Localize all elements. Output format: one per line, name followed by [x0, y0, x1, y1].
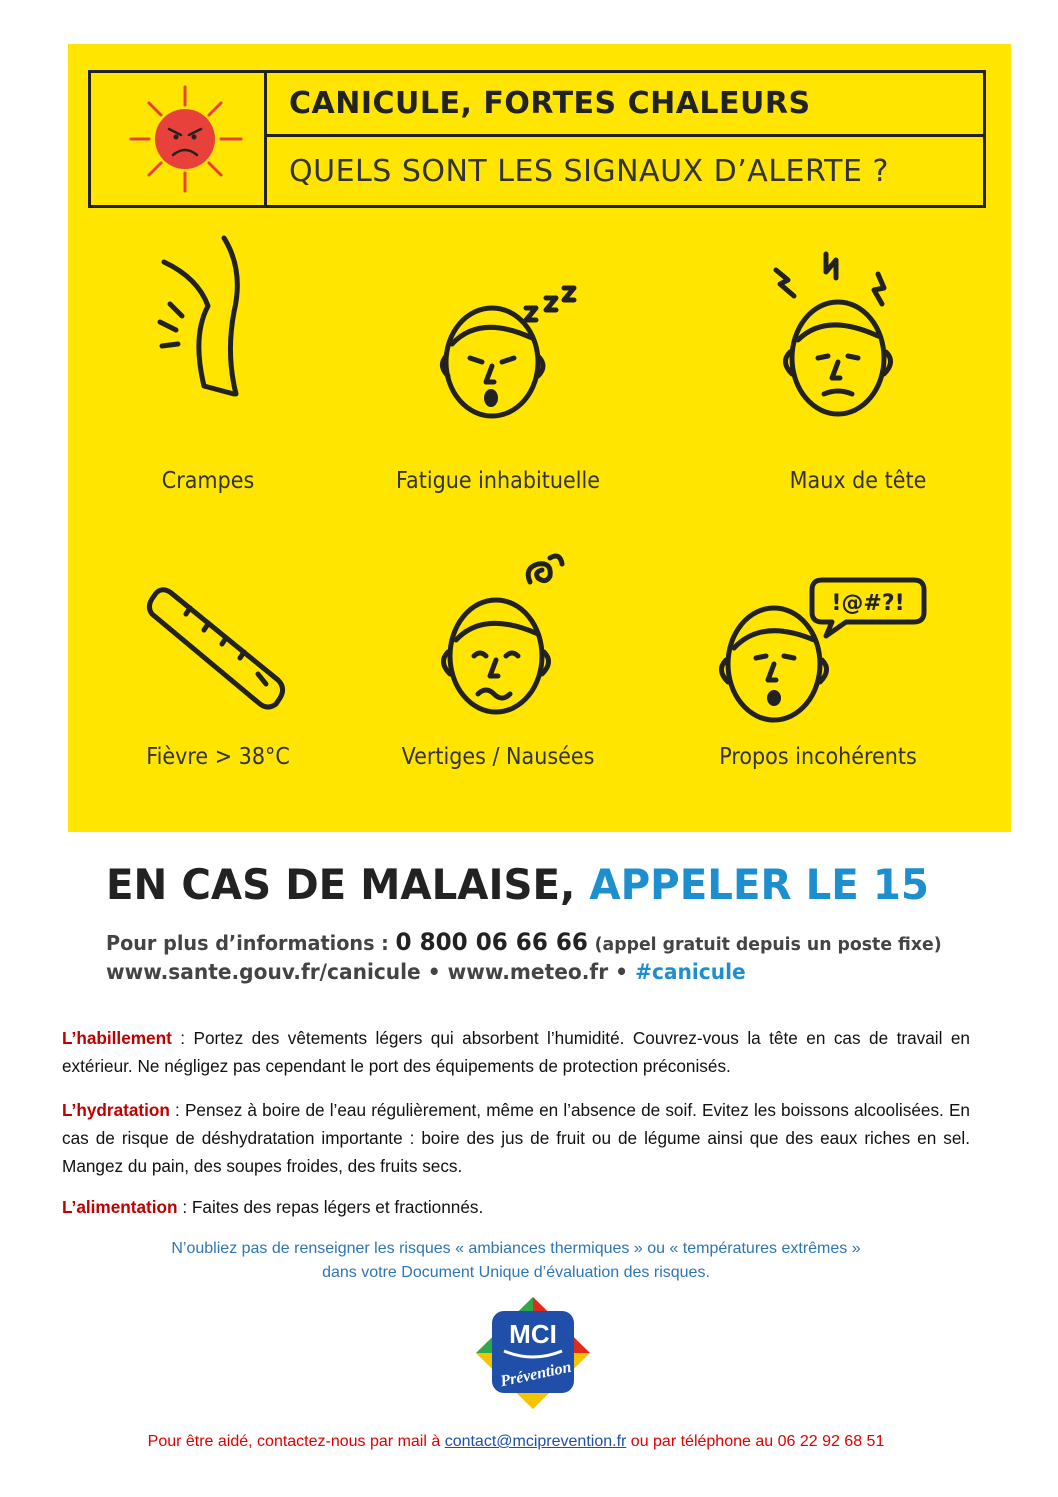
sun-cell: [91, 73, 267, 205]
speech-bubble-text: !@#?!: [831, 591, 905, 616]
info-line: [106, 928, 942, 956]
logo-text-bottom: Prévention: [498, 1358, 573, 1391]
contact-footer: [0, 1433, 1032, 1451]
advice-keyword: L’habillement: [62, 1028, 172, 1048]
info-phone: 0 800 06 66 66: [395, 928, 588, 956]
emergency-call-banner: [106, 860, 929, 909]
call-number-text: APPELER LE 15: [589, 860, 929, 909]
advice-keyword: L’hydratation: [62, 1100, 170, 1120]
document-unique-note: [62, 1237, 970, 1285]
symptom-label-incoherent: Propos incohérents: [719, 744, 917, 770]
advice-hydration: [62, 1096, 970, 1180]
poster-title-row: [267, 73, 983, 137]
contact-email-link[interactable]: contact@mciprevention.fr: [444, 1433, 627, 1450]
symptom-label-fatigue: Fatigue inhabituelle: [396, 468, 600, 494]
web-links-line: [106, 960, 746, 984]
canicule-poster: [68, 44, 1011, 832]
sleepy-face-icon: [436, 280, 596, 420]
advice-text: : Portez des vêtements légers qui absorbent l’humidité. Couvrez-vous la tête en cas de travail en extérieur. Ne négligez pas cependant le port des équipements de protection préconisés.: [62, 1028, 970, 1076]
symptom-label-headache: Maux de tête: [789, 468, 927, 494]
poster-header: [88, 70, 986, 208]
symptom-label-cramps: Crampes: [161, 468, 255, 494]
speech-bubble-face-icon: [718, 576, 928, 726]
call-main-text: EN CAS DE MALAISE,: [106, 860, 576, 909]
note-line-1: N’oubliez pas de renseigner les risques « ambiances thermiques » ou « températures extrêmes »: [171, 1240, 861, 1257]
hashtag-text: #canicule: [635, 960, 746, 984]
dizzy-face-icon: [434, 548, 574, 718]
info-suffix: (appel gratuit depuis un poste fixe): [594, 934, 942, 955]
logo-text-top: MCI: [509, 1319, 557, 1349]
advice-clothing: [62, 1024, 970, 1080]
advice-text: : Faites des repas légers et fractionnés.: [177, 1197, 484, 1217]
info-prefix: Pour plus d’informations :: [106, 931, 389, 955]
symptom-label-fever: Fièvre > 38°C: [146, 744, 290, 770]
poster-title: CANICULE, FORTES CHALEURS: [289, 86, 811, 121]
footer-suffix: ou par téléphone au 06 22 92 68 51: [626, 1433, 885, 1450]
advice-text: : Pensez à boire de l’eau régulièrement, même en l’absence de soif. Evitez les boissons alcoolisées. En cas de risque de déshydratation importante : boire des jus de fruit ou de légume ainsi que des eaux riches en sel. Mangez du pain, des soupes froides, des fruits secs.: [62, 1100, 970, 1176]
footer-prefix: Pour être aidé, contactez-nous par mail à: [147, 1433, 445, 1450]
leg-cramp-icon: [152, 234, 262, 404]
web-link-meteo: www.meteo.fr: [447, 960, 609, 984]
advice-food: [62, 1193, 970, 1221]
note-line-2: dans votre Document Unique d’évaluation des risques.: [322, 1264, 710, 1281]
thermometer-icon: [146, 580, 306, 720]
web-link-sante: www.sante.gouv.fr/canicule: [106, 960, 421, 984]
bullet-separator: •: [615, 960, 629, 984]
bullet-separator: •: [427, 960, 441, 984]
poster-subtitle-row: [267, 137, 983, 205]
headache-face-icon: [768, 250, 908, 420]
mci-prevention-logo: [474, 1295, 592, 1411]
poster-subtitle: QUELS SONT LES SIGNAUX D’ALERTE ?: [289, 153, 889, 189]
angry-sun-icon: [91, 73, 267, 205]
symptom-label-dizziness: Vertiges / Nausées: [401, 744, 595, 770]
advice-keyword: L’alimentation: [62, 1197, 178, 1217]
